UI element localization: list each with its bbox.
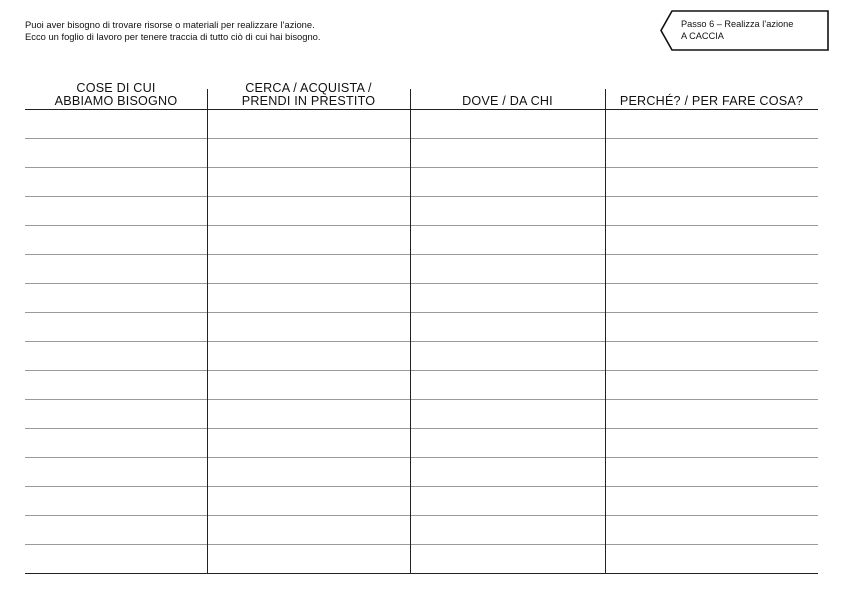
table-cell-find[interactable] bbox=[209, 429, 408, 457]
table-cell-needs[interactable] bbox=[27, 110, 205, 138]
table-cell-needs[interactable] bbox=[27, 255, 205, 283]
table-cell-find[interactable] bbox=[209, 545, 408, 573]
column-header-label: CERCA / ACQUISTA / PRENDI IN PRESTITO bbox=[241, 81, 376, 108]
table-cell-find[interactable] bbox=[209, 487, 408, 515]
table-cell-why[interactable] bbox=[607, 458, 816, 486]
table-cell-find[interactable] bbox=[209, 313, 408, 341]
table-cell-where[interactable] bbox=[412, 487, 603, 515]
table-cell-where[interactable] bbox=[412, 516, 603, 544]
table-cell-why[interactable] bbox=[607, 168, 816, 196]
table-row bbox=[25, 487, 818, 515]
table-cell-find[interactable] bbox=[209, 168, 408, 196]
table-cell-find[interactable] bbox=[209, 110, 408, 138]
table-cell-why[interactable] bbox=[607, 313, 816, 341]
table-row bbox=[25, 284, 818, 312]
table-cell-needs[interactable] bbox=[27, 226, 205, 254]
column-header-why bbox=[605, 72, 818, 109]
table-cell-needs[interactable] bbox=[27, 487, 205, 515]
table-cell-find[interactable] bbox=[209, 139, 408, 167]
table-cell-why[interactable] bbox=[607, 197, 816, 225]
table-cell-why[interactable] bbox=[607, 516, 816, 544]
table-row bbox=[25, 110, 818, 138]
table-cell-why[interactable] bbox=[607, 110, 816, 138]
table-cell-needs[interactable] bbox=[27, 458, 205, 486]
table-cell-find[interactable] bbox=[209, 371, 408, 399]
table-cell-needs[interactable] bbox=[27, 168, 205, 196]
table-cell-needs[interactable] bbox=[27, 197, 205, 225]
table-cell-where[interactable] bbox=[412, 110, 603, 138]
table-cell-needs[interactable] bbox=[27, 139, 205, 167]
table-row bbox=[25, 458, 818, 486]
step-tag bbox=[659, 10, 829, 51]
table-row bbox=[25, 342, 818, 370]
table-cell-find[interactable] bbox=[209, 516, 408, 544]
column-header-label: DOVE / DA CHI bbox=[462, 94, 553, 108]
table-cell-why[interactable] bbox=[607, 284, 816, 312]
column-header-needs bbox=[25, 72, 207, 109]
table-cell-where[interactable] bbox=[412, 458, 603, 486]
table-cell-find[interactable] bbox=[209, 400, 408, 428]
table-cell-needs[interactable] bbox=[27, 342, 205, 370]
table-cell-where[interactable] bbox=[412, 371, 603, 399]
table-cell-find[interactable] bbox=[209, 342, 408, 370]
table-cell-why[interactable] bbox=[607, 342, 816, 370]
table-row bbox=[25, 429, 818, 457]
row-rule bbox=[25, 573, 818, 574]
table-row bbox=[25, 255, 818, 283]
table-cell-needs[interactable] bbox=[27, 313, 205, 341]
step-tag-text bbox=[681, 19, 793, 42]
table-cell-find[interactable] bbox=[209, 255, 408, 283]
intro-line-2: Ecco un foglio di lavoro per tenere traccia di tutto ciò di cui hai bisogno. bbox=[25, 31, 321, 42]
column-divider bbox=[207, 89, 208, 573]
table-cell-where[interactable] bbox=[412, 255, 603, 283]
step-tag-line-1: Passo 6 – Realizza l’azione bbox=[681, 19, 794, 29]
table-cell-where[interactable] bbox=[412, 313, 603, 341]
table-cell-where[interactable] bbox=[412, 545, 603, 573]
table-cell-needs[interactable] bbox=[27, 371, 205, 399]
table-cell-why[interactable] bbox=[607, 429, 816, 457]
table-cell-needs[interactable] bbox=[27, 429, 205, 457]
table-cell-where[interactable] bbox=[412, 226, 603, 254]
table-row bbox=[25, 371, 818, 399]
table-cell-why[interactable] bbox=[607, 371, 816, 399]
table-cell-find[interactable] bbox=[209, 284, 408, 312]
column-header-label: COSE DI CUI ABBIAMO BISOGNO bbox=[54, 81, 178, 108]
table-row bbox=[25, 139, 818, 167]
table-cell-find[interactable] bbox=[209, 197, 408, 225]
table-cell-where[interactable] bbox=[412, 168, 603, 196]
table-cell-why[interactable] bbox=[607, 400, 816, 428]
table-cell-why[interactable] bbox=[607, 545, 816, 573]
table-cell-why[interactable] bbox=[607, 226, 816, 254]
table-cell-where[interactable] bbox=[412, 197, 603, 225]
table-cell-needs[interactable] bbox=[27, 284, 205, 312]
table-cell-where[interactable] bbox=[412, 342, 603, 370]
intro-text bbox=[25, 19, 320, 43]
column-header-where bbox=[410, 72, 605, 109]
table-cell-find[interactable] bbox=[209, 458, 408, 486]
table-cell-where[interactable] bbox=[412, 429, 603, 457]
intro-line-1: Puoi aver bisogno di trovare risorse o materiali per realizzare l’azione. bbox=[25, 19, 315, 30]
table-cell-why[interactable] bbox=[607, 139, 816, 167]
column-header-find bbox=[207, 72, 410, 109]
table-cell-needs[interactable] bbox=[27, 400, 205, 428]
table-cell-why[interactable] bbox=[607, 255, 816, 283]
table-cell-why[interactable] bbox=[607, 487, 816, 515]
table-row bbox=[25, 400, 818, 428]
table-row bbox=[25, 516, 818, 544]
column-divider bbox=[605, 89, 606, 573]
table-row bbox=[25, 197, 818, 225]
table-row bbox=[25, 168, 818, 196]
step-tag-line-2: A CACCIA bbox=[681, 30, 724, 41]
table-cell-needs[interactable] bbox=[27, 545, 205, 573]
table-row bbox=[25, 545, 818, 573]
table-row bbox=[25, 313, 818, 341]
column-header-label: PERCHÉ? / PER FARE COSA? bbox=[619, 94, 804, 108]
table-cell-find[interactable] bbox=[209, 226, 408, 254]
table-cell-where[interactable] bbox=[412, 400, 603, 428]
table-row bbox=[25, 226, 818, 254]
table-cell-where[interactable] bbox=[412, 139, 603, 167]
column-divider bbox=[410, 89, 411, 573]
table-cell-needs[interactable] bbox=[27, 516, 205, 544]
table-cell-where[interactable] bbox=[412, 284, 603, 312]
worksheet-table bbox=[25, 72, 818, 572]
